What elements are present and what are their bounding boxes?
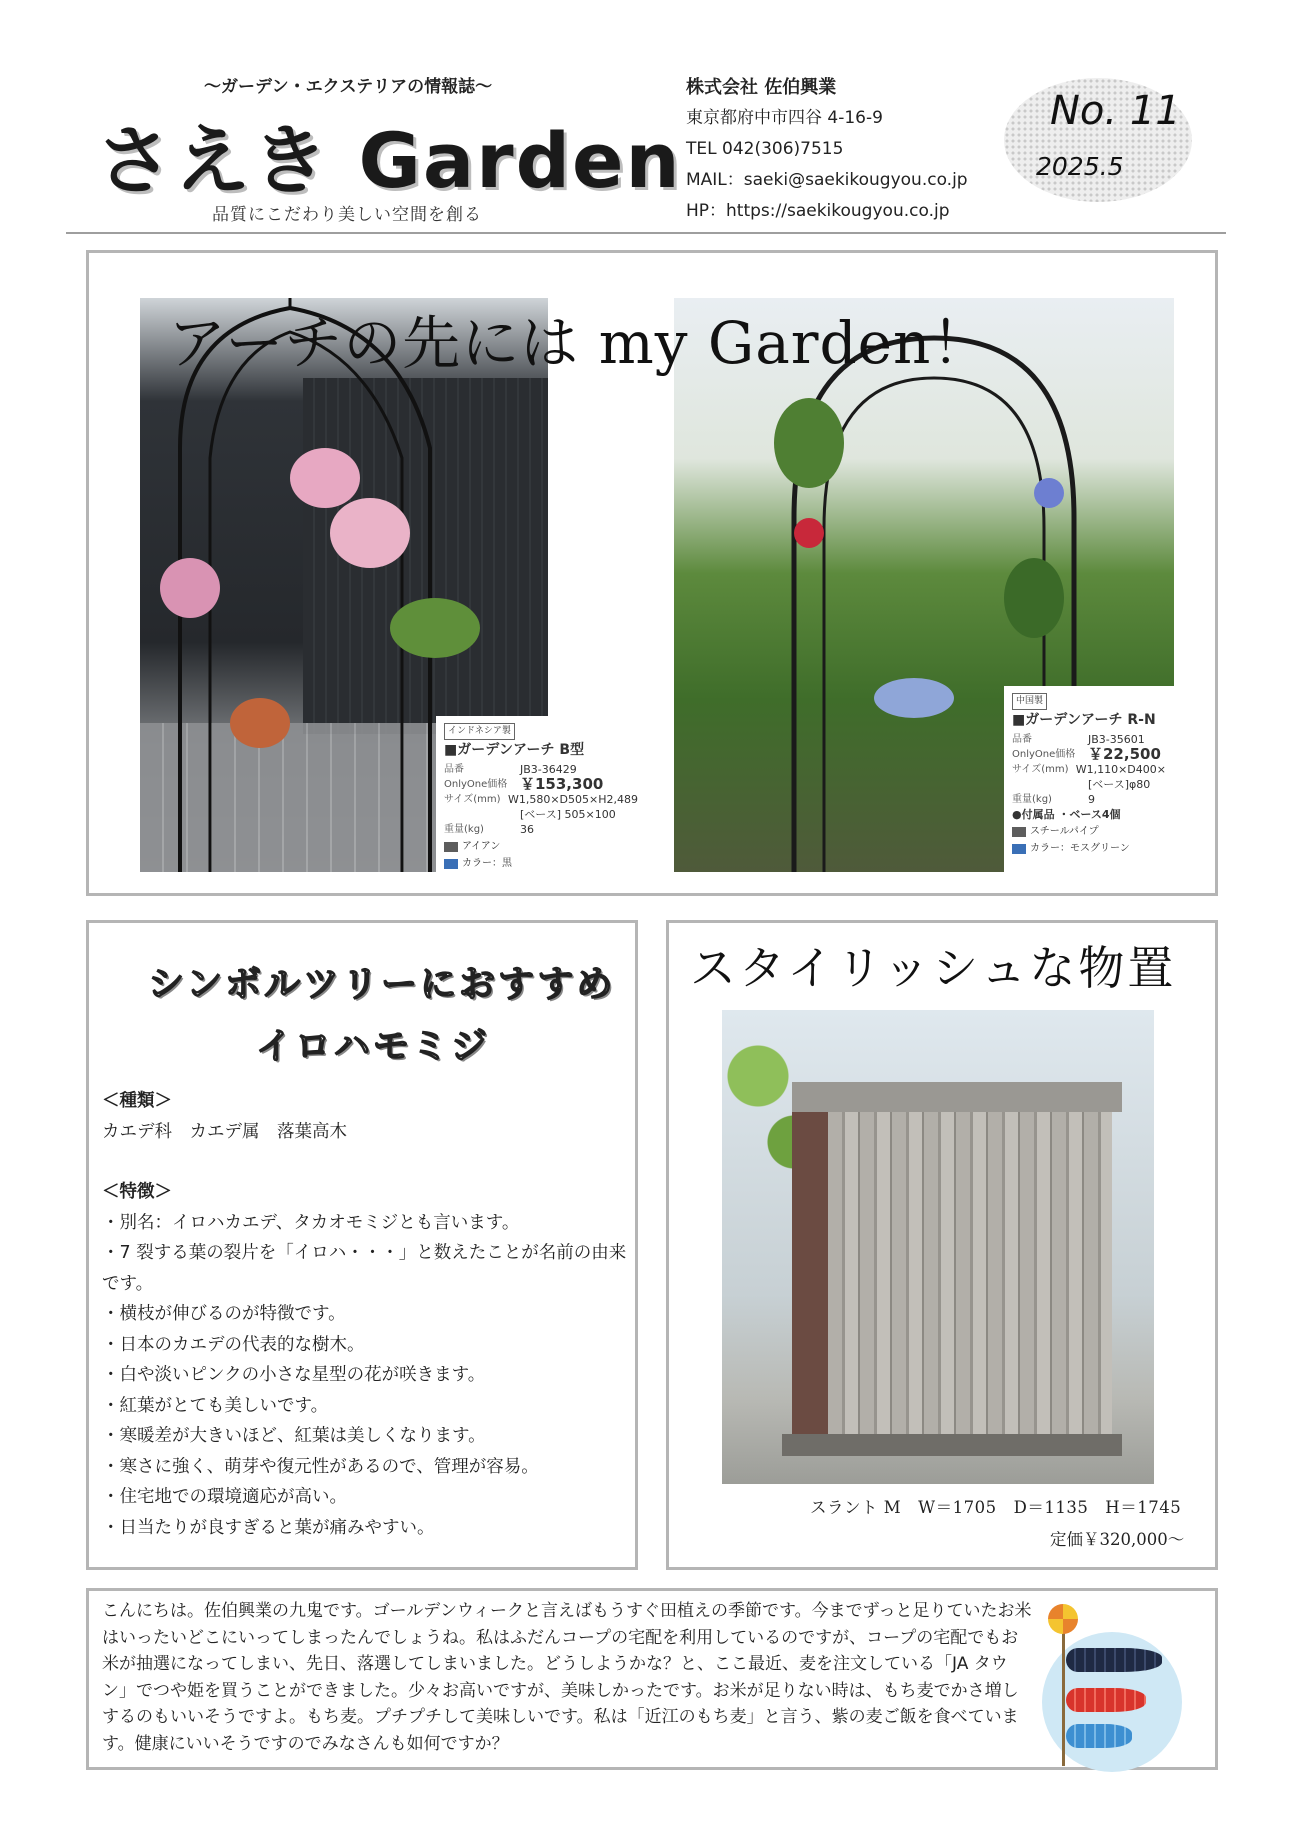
- shed-roof: [792, 1082, 1122, 1112]
- material-row: アイアン: [444, 839, 638, 854]
- spec-row: [1012, 777, 1166, 792]
- issue-date: 2025.5: [1036, 152, 1124, 181]
- header-divider: [66, 232, 1226, 234]
- info-icon: [444, 859, 458, 869]
- newsletter-header: [0, 0, 1295, 232]
- color-row: カラー：モスグリーン: [1012, 841, 1166, 856]
- company-mail: MAIL：saeki@saekikougyou.co.jp: [686, 170, 968, 190]
- shed-headline: スタイリッシュな物置: [690, 941, 1177, 995]
- spec-row: サイズ(mm) W1,580×D505×H2,489: [444, 793, 638, 806]
- feature-item: ・日当たりが良すぎると葉が痛みやすい。: [102, 1517, 435, 1538]
- spec-row: サイズ(mm) W1,110×D400×: [1012, 763, 1166, 776]
- feature-item: ・日本のカエデの代表的な樹木。: [102, 1334, 365, 1355]
- shed-frame: [792, 1082, 828, 1438]
- arch-rn-spec-card: [1004, 686, 1174, 872]
- red-carp-streamer: [1066, 1688, 1146, 1712]
- spec-row: [444, 807, 638, 822]
- feature-item: ・寒暖差が大きいほど、紅葉は美しくなります。: [102, 1426, 486, 1446]
- kind-text: カエデ科 カエデ属 落葉高木: [102, 1121, 347, 1142]
- shed-caption: スラント M W＝1705 D＝1135 H＝1745: [810, 1498, 1182, 1517]
- feature-item: ・寒さに強く、萌芽や復元性があるので、管理が容易。: [102, 1456, 539, 1477]
- shed-base: [782, 1434, 1122, 1456]
- company-info: [686, 72, 968, 227]
- tree-title-line1: シンボルツリーにおすすめ: [148, 964, 616, 1005]
- feature-item: ・7 裂する葉の裂片を「イロハ・・・」と数えたことが名前の由来です。: [102, 1243, 627, 1294]
- feature-item: ・横枝が伸びるのが特徴です。: [102, 1304, 346, 1324]
- foliage: [390, 598, 480, 658]
- arch-headline: アーチの先には my Garden！: [168, 309, 991, 377]
- product-price: ￥22,500: [1088, 745, 1161, 763]
- rose-cluster: [160, 558, 220, 618]
- company-address: 東京都府中市四谷 4-16-9: [686, 108, 883, 128]
- feature-item: ・別名：イロハカエデ、タカオモミジとも言います。: [102, 1212, 520, 1233]
- clematis: [1034, 478, 1064, 508]
- storage-shed-photo: [722, 1010, 1154, 1484]
- arch-b-spec-card: [436, 716, 646, 874]
- product-size: W1,110×D400×: [1075, 763, 1166, 776]
- foliage: [1004, 558, 1064, 638]
- product-price: ￥153,300: [520, 775, 604, 793]
- feature-item: ・紅葉がとても美しいです。: [102, 1395, 329, 1416]
- shed-doors: [828, 1112, 1112, 1438]
- info-icon: [1012, 844, 1026, 854]
- tagline: ～ガーデン・エクステリアの情報誌～: [204, 77, 493, 97]
- red-rose: [794, 518, 824, 548]
- company-tel: TEL 042(306)7515: [686, 139, 844, 159]
- tree-title-line2: イロハモミジ: [256, 1026, 491, 1067]
- pinwheel-icon: [1048, 1604, 1078, 1634]
- origin-tag: 中国製: [1012, 693, 1047, 710]
- product-base: [ベース]φ80: [1088, 778, 1151, 791]
- staff-message: こんにちは。佐伯興業の九鬼です。ゴールデンウィークと言えばもうすぐ田植えの季節です。今までずっと足りていたお米はいったいどこにいってしまったんでしょうね。私はふだんコープの宅配を利用しているのですが、コープの宅配でもお米が抽選になってしまい、先日、落選してしまいました。どうしようかな？と、ここ最近、麦を注文している「JA タウン」でつや姫を買うことができました。少々お高いですが、美味しかったです。お米が足りない時は、もち麦でかさ増しするのもいいそうですよ。もち麦。プチプチして美味しいです。私は「近江のもち麦」と言う、紫の麦ご飯を食べています。健康にいいそうですのでみなさんも如何ですか？: [102, 1601, 1032, 1754]
- spec-row: OnlyOne価格 ￥153,300: [444, 775, 604, 793]
- rose-cluster: [330, 498, 410, 568]
- spec-row: 重量(kg) 36: [444, 823, 534, 836]
- flower-pot: [230, 698, 290, 748]
- material-icon: [1012, 827, 1026, 837]
- product-accessory: ●付属品 ・ベース4個: [1012, 808, 1121, 821]
- material-icon: [444, 842, 458, 852]
- blue-carp-streamer: [1066, 1724, 1132, 1748]
- company-hp: HP：https://saekikougyou.co.jp: [686, 201, 950, 221]
- motto: 品質にこだわり美しい空間を創る: [212, 205, 482, 225]
- company-name: 株式会社 佐伯興業: [686, 77, 837, 98]
- issue-number: No. 11: [1050, 88, 1181, 134]
- flower-bed: [874, 678, 954, 718]
- rose-cluster: [290, 448, 360, 508]
- product-weight: 9: [1088, 793, 1095, 806]
- flag-pole: [1062, 1616, 1065, 1766]
- feature-item: ・住宅地での環境適応が高い。: [102, 1487, 347, 1507]
- product-size: W1,580×D505×H2,489: [507, 793, 638, 806]
- spec-row: 品番 JB3-36429: [444, 763, 577, 776]
- product-code: JB3-35601: [1088, 733, 1145, 746]
- origin-tag: インドネシア製: [444, 723, 515, 740]
- spec-row: 重量(kg) 9: [1012, 793, 1095, 806]
- product-weight: 36: [520, 823, 534, 836]
- koinobori-illustration: [1042, 1604, 1182, 1764]
- newsletter-logo: さえき Garden: [96, 116, 682, 205]
- material-row: スチールパイプ: [1012, 824, 1166, 839]
- shed-price: 定価￥320,000～: [1050, 1530, 1185, 1549]
- feature-item: ・白や淡いピンクの小さな星型の花が咲きます。: [102, 1365, 486, 1385]
- product-name: ■ガーデンアーチ R-N: [1012, 712, 1156, 728]
- black-carp-streamer: [1066, 1648, 1162, 1672]
- product-base: [ベース] 505×100: [520, 808, 616, 821]
- spec-row: OnlyOne価格 ￥22,500: [1012, 745, 1161, 763]
- kind-heading: ＜種類＞: [102, 1091, 172, 1111]
- shed-illustration: [792, 1082, 1112, 1438]
- product-code: JB3-36429: [520, 763, 577, 776]
- color-row: カラー：黒: [444, 856, 638, 871]
- spec-row: 品番 JB3-35601: [1012, 733, 1145, 746]
- tree-description: [102, 1086, 630, 1543]
- product-name: ■ガーデンアーチ B型: [444, 742, 585, 758]
- foliage: [774, 398, 844, 488]
- feature-heading: ＜特徴＞: [102, 1182, 172, 1202]
